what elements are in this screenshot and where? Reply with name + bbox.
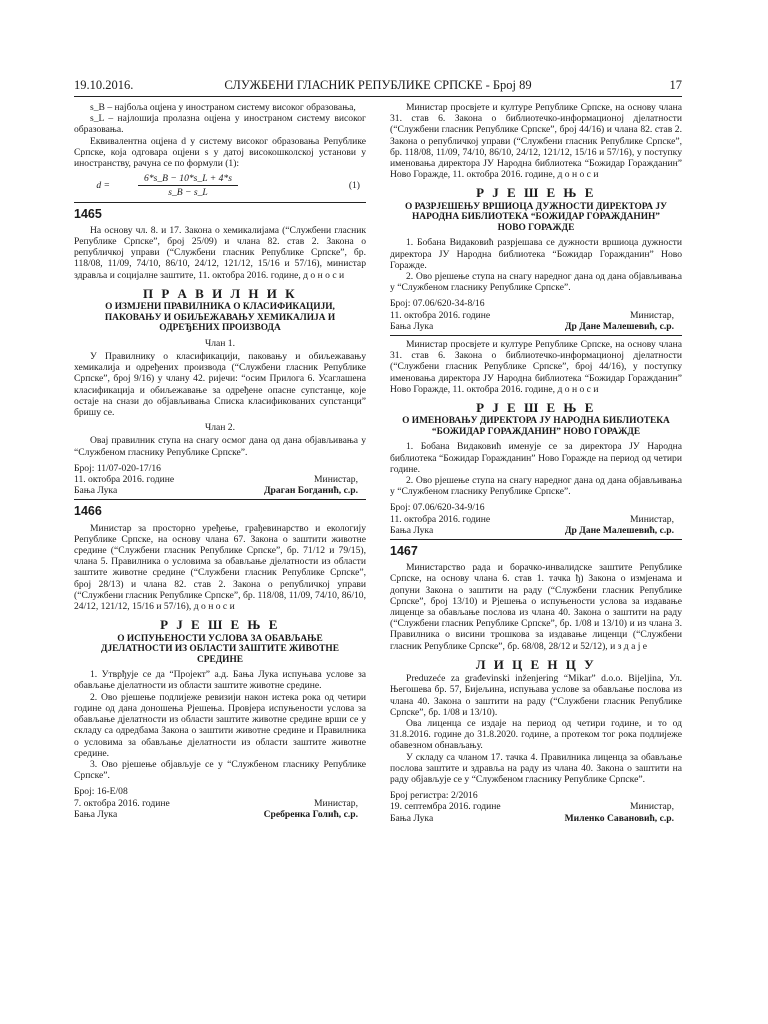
article-text: У Правилнику о класификацији, паковању и обиљежавању хемикалија и одређених производа (“Службени гласник Републике Српске”, број 9/16) у члану 42. ријечи: “осим Прилога 6. Усаглашена класификација и обиљежавање за одређене опасне супстанце, које остаје на снази до објављивања Списка класификованих супстанци” бришу се. (74, 351, 366, 419)
preamble: Министар просвјете и културе Републике Српске, на основу члана 31. став 6. Закона о библиотечко-информационој дјелатности (“Службени гласник Републике Српске”, број 44/16) и члана 82. став 2. Закона о републичкој управи (“Службени гласник Републике Српске”, бр. 118/08, 11/09, 74/10, 86/10, 24/12, 121/12, 15/16 и 57/16), у поступку именовања директора ЈУ Народна библиотека “Божидар Горажданин” Ново Горажде, 11. октобра 2016. године, д о н о с и (390, 102, 682, 181)
header-title: СЛУЖБЕНИ ГЛАСНИК РЕПУБЛИКЕ СРПСКЕ - Број 89 (224, 78, 532, 92)
document-heading: Р Ј Е Ш Е Њ Е (476, 400, 596, 416)
intro-paragraph: s_B – најбоља оцјена у иностраном систему високог образовања, (90, 102, 356, 113)
reference-number: Број: 16-Е/08 (74, 786, 128, 798)
document-subheading: О ИЗМЈЕНИ ПРАВИЛНИКА О КЛАСИФИКАЦИЈИ, ПАКОВАЊУ И ОБИЉЕЖАВАЊУ ХЕМИКАЛИЈА И ОДРЕЂЕНИХ ПРОИЗВОДА (104, 302, 336, 334)
reference-number: Број: 11/07-020-17/16 (74, 462, 161, 474)
formula-denominator: s_B − s_L (168, 187, 208, 199)
signature-name: Др Дане Малешевић, с.р. (564, 320, 674, 332)
formula (74, 173, 366, 198)
license-paragraph: У складу са чланом 17. тачка 4. Правилника лиценца за обављање послова заштите и здравља на раду из члана 40. Закона о заштити на раду објављује се у “Службеном гласнику Републике Српске”. (390, 751, 682, 785)
page-header (74, 78, 682, 97)
license-paragraph: Ова лиценца се издаје на период од четири године, и то од 31.8.2016. године до 31.8.2020. године, а протеком тог рока подлијеже обавезном обнављању. (390, 717, 682, 752)
document-subheading: О РАЗРЈЕШЕЊУ ВРШИОЦА ДУЖНОСТИ ДИРЕКТОРА ЈУ НАРОДНА БИБЛИОТЕКА “БОЖИДАР ГОРАЖДАНИН” НОВО ГОРАЖДЕ (405, 201, 667, 233)
signature-block (390, 298, 682, 332)
formula-number: (1) (348, 180, 360, 192)
section-divider (74, 499, 366, 500)
signature-name: Драган Богданић, с.р. (263, 485, 358, 497)
signature-date: 11. октобра 2016. године (74, 474, 175, 486)
header-page-number: 17 (669, 78, 682, 92)
section-divider (390, 335, 682, 336)
decision-paragraph: 1. Утврђује се да “Пројект” а.д. Бања Лука испуњава услове за обављање дјелатности из области заштите животне средине. (74, 669, 366, 692)
document-heading: Л И Ц Е Н Ц У (475, 656, 597, 672)
signature-block (74, 463, 366, 497)
article-text: Овај правилник ступа на снагу осмог дана од дана објављивања у “Службеном гласнику Републике Српске”. (74, 435, 366, 458)
article-title: Члан 1. (204, 337, 235, 349)
formula-fraction (113, 173, 263, 198)
intro-paragraph: s_L – најлошија пролазна оцјена у иностраном систему високог образовања. (74, 113, 366, 136)
signature-role: Министар, (314, 797, 358, 809)
reference-number: Број: 07.06/620-34-9/16 (390, 502, 485, 514)
document-subheading: О ИСПУЊЕНОСТИ УСЛОВА ЗА ОБАВЉАЊЕ ДЈЕЛАТНОСТИ ИЗ ОБЛАСТИ ЗАШТИТЕ ЖИВОТНЕ СРЕДИНЕ (101, 633, 339, 665)
section-divider (390, 539, 682, 540)
reference-number: Број регистра: 2/2016 (390, 790, 478, 802)
section-number: 1465 (74, 206, 102, 221)
signature-block (74, 786, 366, 820)
formula-numerator: 6*s_B − 10*s_L + 4*s (138, 173, 238, 186)
signature-city: Бања Лука (74, 485, 118, 497)
signature-date: 11. октобра 2016. године (390, 309, 491, 321)
signature-role: Министар, (630, 801, 674, 813)
decision-paragraph: 3. Ово рјешење објављује се у “Службеном гласнику Републике Српске”. (74, 758, 366, 782)
signature-name: Миленко Савановић, с.р. (564, 812, 674, 824)
signature-date: 7. октобра 2016. године (74, 797, 170, 809)
document-heading: Р Ј Е Ш Е Њ Е (160, 617, 280, 633)
preamble: На основу чл. 8. и 17. Закона о хемикалијама (“Службени гласник Републике Српске”, број 25/09) и члана 82. став 2. Закона о републичкој управи (“Службени гласник Републике Српске”, бр. 118/08, 11/09, 74/10, 86/10, 24/12, 121/12, 15/16 и 57/16), министар здравља и социјалне заштите, 11. октобра 2016. године, д о н о с и (74, 224, 366, 281)
reference-number: Број: 07.06/620-34-8/16 (390, 298, 485, 310)
signature-role: Министар, (630, 309, 674, 321)
signature-role: Министар, (314, 474, 358, 486)
signature-name: Др Дане Малешевић, с.р. (564, 524, 674, 536)
preamble: Министарство рада и борачко-инвалидске заштите Републике Српске, на основу члана 6. став 1. тачка ђ) Закона о измјенама и допуни Закона о заштити на раду (“Службени гласник Републике Српске”, број 13/10) и Рјешења о испуњености услова за издавање лиценце за обављање послова из члана 40. Закона о заштити на раду (“Службени гласник Републике Српске”, бр. 1/08 и 13/10) и из члана 3. Правилника о висини трошкова за издавање лиценци (“Службени гласник Републике Српске”, бр. 68/08, 28/12 и 52/12), и з д а ј е (390, 562, 682, 652)
article-title: Члан 2. (204, 422, 235, 434)
preamble: Министар за просторно уређење, грађевинарство и екологију Републике Српске, на основу члана 67. Закона о заштити животне средине (“Службени гласник Републике Српске”, бр. 71/12 и 79/15), члана 5. Правилника о условима за обављање дјелатности из области заштите животне средине (“Службени гласник Републике Српске”, број 28/13) и члана 82. став 2. Закона о републичкој управи (“Службени гласник Републике Српске”, бр. 118/08, 11/09, 74/10, 86/10, 24/12, 121/12, 15/16 и 57/16), д о н о с и (74, 522, 366, 613)
section-number: 1466 (74, 504, 102, 519)
signature-city: Бања Лука (390, 812, 434, 824)
signature-date: 11. октобра 2016. године (390, 513, 491, 525)
left-column (74, 102, 366, 820)
section-divider (74, 202, 366, 203)
document-heading: П Р А В И Л Н И К (142, 285, 298, 301)
signature-date: 19. септембра 2016. године (390, 801, 501, 813)
decision-paragraph: 2. Ово рјешење подлијеже ревизији након истека рока од четири године од дана доношења Рјешења. Провјера испуњености услова за обављање дјелатности из области заштите животне средине врши се у складу са одредбама Закона о заштити животне средине и Правилника о условима за обављање дјелатности из области заштите животне средине. (74, 691, 366, 759)
signature-city: Бања Лука (390, 524, 434, 536)
formula-lhs: d = (96, 180, 110, 192)
decision-paragraph: 2. Ово рјешење ступа на снагу наредног дана од дана објављивања у “Службеном гласнику Републике Српске”. (390, 475, 682, 498)
decision-paragraph: 2. Ово рјешење ступа на снагу наредног дана од дана објављивања у “Службеном гласнику Републике Српске”. (390, 271, 682, 294)
header-date: 19.10.2016. (74, 78, 134, 92)
section-number: 1467 (390, 544, 418, 559)
signature-block (390, 790, 682, 824)
document-heading: Р Ј Е Ш Е Њ Е (476, 185, 596, 201)
preamble: Министар просвјете и културе Републике Српске, на основу члана 31. став 6. Закона о библиотечко-информационој дјелатности (“Службени гласник Републике Српске”, број 44/16), у поступку именовања директора ЈУ Народна библиотека “Божидар Горажданин” Ново Горажде, 11. октобра 2016. године, д о н о с и (390, 339, 682, 395)
signature-block (390, 502, 682, 536)
intro-paragraph: Еквивалентна оцјена d у систему високог образовања Републике Српске, која одговара оцјени s у датој високошколској установи у иностранству, рачуна се по формули (1): (74, 135, 366, 170)
decision-paragraph: 1. Бобана Видаковић именује се за директора ЈУ Народна библиотека “Божидар Горажданин” Ново Горажде на период од четири године. (390, 441, 682, 475)
signature-city: Бања Лука (74, 808, 118, 820)
signature-city: Бања Лука (390, 320, 434, 332)
signature-role: Министар, (630, 513, 674, 525)
license-paragraph: Preduzeće za građevinski inženjering “Mikar” d.o.o. Bijeljina, Ул. Његошева бр. 57, Бијељина, испуњава услове за обављање послова из члана 40. Закона о заштити на раду (“Службени гласник Републике Српске”, бр. 1/08 и 13/10). (390, 673, 682, 718)
signature-name: Сребренка Голић, с.р. (263, 808, 358, 820)
decision-paragraph: 1. Бобана Видаковић разрјешава се дужности вршиоца дужности директора ЈУ Народна библиотека “Божидар Горажданин” Ново Горажде. (390, 237, 682, 271)
document-subheading: О ИМЕНОВАЊУ ДИРЕКТОРА ЈУ НАРОДНА БИБЛИОТЕКА “БОЖИДАР ГОРАЖДАНИН” НОВО ГОРАЖДЕ (402, 416, 670, 437)
gazette-page (74, 78, 682, 824)
right-column (390, 102, 682, 824)
